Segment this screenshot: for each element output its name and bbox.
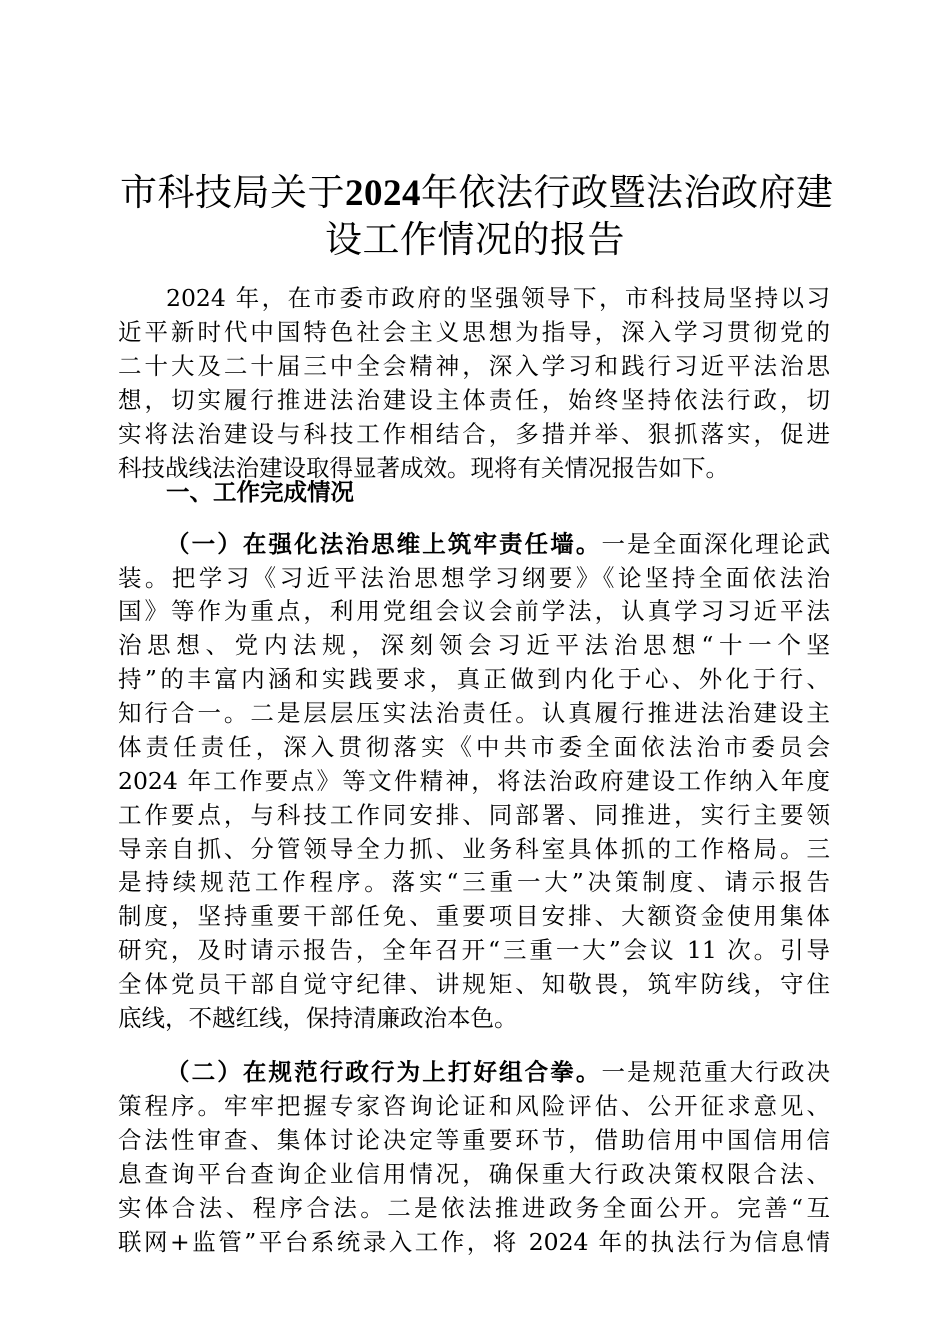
body-line: 体责任责任，深入贯彻落实《中共市委全面依法治市委员会	[118, 733, 830, 761]
body-line: 合法性审查、集体讨论决定等重要环节，借助信用中国信用信	[118, 1126, 830, 1154]
body-line: 是持续规范工作程序。落实“三重一大”决策制度、请示报告	[118, 868, 830, 896]
body-line: 联网+监管”平台系统录入工作，将 2024 年的执法行为信息情	[118, 1228, 830, 1256]
body-line: 全体党员干部自觉守纪律、讲规矩、知敬畏，筑牢防线，守住	[118, 970, 830, 998]
body-line: 底线，不越红线，保持清廉政治本色。	[118, 1004, 518, 1032]
body-line: 策程序。牢牢把握专家咨询论证和风险评估、公开征求意见、	[118, 1092, 830, 1120]
subsection-2-heading: （二）在规范行政行为上打好组合拳。	[166, 1058, 602, 1086]
subsection-1-first-line: （一）在强化法治思维上筑牢责任墙。一是全面深化理论武	[166, 530, 831, 558]
body-line: 知行合一。二是层层压实法治责任。认真履行推进法治建设主	[118, 699, 830, 727]
document-title-line-1: 市科技局关于2024年依法行政暨法治政府建	[120, 171, 834, 214]
intro-line: 2024 年，在市委市政府的坚强领导下，市科技局坚持以习	[166, 284, 830, 312]
body-line: 制度，坚持重要干部任免、重要项目安排、大额资金使用集体	[118, 902, 830, 930]
section-heading: 一、工作完成情况	[166, 478, 354, 506]
intro-line: 二十大及二十届三中全会精神，深入学习和践行习近平法治思	[118, 352, 830, 380]
body-line: 治思想、党内法规，深刻领会习近平法治思想“十一个坚	[118, 631, 830, 659]
body-line: 工作要点，与科技工作同安排、同部署、同推进，实行主要领	[118, 801, 830, 829]
intro-line: 近平新时代中国特色社会主义思想为指导，深入学习贯彻党的	[118, 318, 830, 346]
intro-line: 想，切实履行推进法治建设主体责任，始终坚持依法行政，切	[118, 386, 830, 414]
body-line: 实体合法、程序合法。二是依法推进政务全面公开。完善“互	[118, 1194, 830, 1222]
title-year: 2024	[345, 173, 421, 214]
intro-line: 实将法治建设与科技工作相结合，多措并举、狠抓落实，促进	[118, 420, 830, 448]
body-line: 装。把学习《习近平法治思想学习纲要》《论坚持全面依法治	[118, 564, 830, 592]
body-line: 研究，及时请示报告，全年召开“三重一大”会议 11 次。引导	[118, 936, 830, 964]
subsection-1-heading: （一）在强化法治思维上筑牢责任墙。	[166, 530, 602, 558]
body-line: 2024 年工作要点》等文件精神，将法治政府建设工作纳入年度	[118, 767, 830, 795]
body-line: 息查询平台查询企业信用情况，确保重大行政决策权限合法、	[118, 1160, 830, 1188]
body-line: 导亲自抓、分管领导全力抓、业务科室具体抓的工作格局。三	[118, 835, 830, 863]
document-title-line-2: 设工作情况的报告	[325, 218, 625, 261]
intro-line: 科技战线法治建设取得显著成效。现将有关情况报告如下。	[118, 454, 729, 482]
body-line: 持”的丰富内涵和实践要求，真正做到内化于心、外化于行、	[118, 665, 830, 693]
subsection-2-first-line: （二）在规范行政行为上打好组合拳。一是规范重大行政决	[166, 1058, 831, 1086]
body-line: 国》等作为重点，利用党组会议会前学法，认真学习习近平法	[118, 597, 830, 625]
